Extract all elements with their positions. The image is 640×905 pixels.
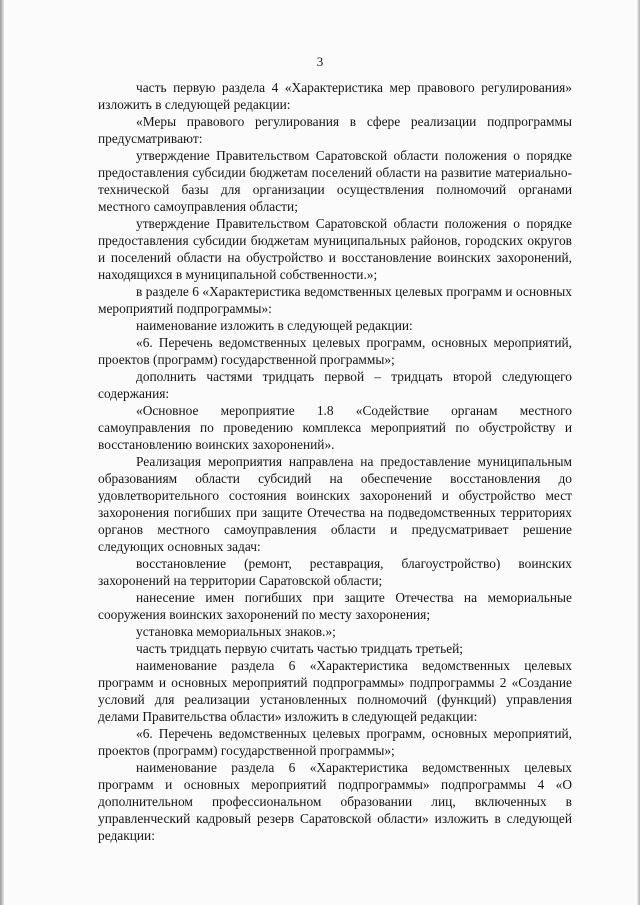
paragraph: наименование изложить в следующей редакции:: [136, 318, 413, 333]
paragraph: утверждение Правительством Саратовской области положения о порядке предоставления субсидии бюджетам поселений области на развитие материально-технической базы для организации осуществления полномочий органами местного самоуправления области;: [98, 148, 572, 214]
body-text: [98, 80, 572, 843]
scan-edge-left: [0, 0, 4, 905]
paragraph: наименование раздела 6 «Характеристика ведомственных целевых программ и основных мероприятий подпрограммы» подпрограммы 2 «Создание условий для реализации установленных полномочий (функций) управления делами Правительства области» изложить в следующей редакции:: [98, 658, 572, 724]
paragraph: «Основное мероприятие 1.8 «Содействие органам местного самоуправления по проведению комплекса мероприятий по обустройству и восстановлению воинских захоронений».: [98, 403, 572, 452]
paragraph: наименование раздела 6 «Характеристика ведомственных целевых программ и основных мероприятий подпрограммы» подпрограммы 4 «О дополнительном профессиональном образовании лиц, включенных в управленческий кадровый резерв Саратовской области» изложить в следующей редакции:: [98, 760, 572, 843]
page-number: 3: [316, 54, 324, 69]
paragraph: Реализация мероприятия направлена на предоставление муниципальным образованиям области субсидий на обеспечение восстановления до удовлетворительного состояния воинских захоронений и обустройство мест захоронения погибших при защите Отечества на подведомственных территориях органов местного самоуправления области и предусматривает решение следующих основных задач:: [98, 454, 572, 554]
paragraph: «6. Перечень ведомственных целевых программ, основных мероприятий, проектов (программ) государственной программы»;: [98, 726, 572, 758]
paragraph: в разделе 6 «Характеристика ведомственных целевых программ и основных мероприятий подпрограммы»:: [98, 284, 572, 316]
paragraph: восстановление (ремонт, реставрация, благоустройство) воинских захоронений на территории Саратовской области;: [98, 556, 572, 588]
paragraph: утверждение Правительством Саратовской области положения о порядке предоставления субсидии бюджетам муниципальных районов, городских округов и поселений области на обустройство и восстановление воинских захоронений, находящихся в муниципальной собственности.»;: [98, 216, 572, 282]
paragraph: часть первую раздела 4 «Характеристика мер правового регулирования» изложить в следующей редакции:: [98, 80, 572, 112]
paragraph: «Меры правового регулирования в сфере реализации подпрограммы предусматривают:: [98, 114, 572, 146]
paragraph: установка мемориальных знаков.»;: [136, 624, 336, 639]
paragraph: «6. Перечень ведомственных целевых программ, основных мероприятий, проектов (программ) государственной программы»;: [98, 335, 572, 367]
paragraph: часть тридцать первую считать частью тридцать третьей;: [136, 641, 464, 656]
paragraph: нанесение имен погибших при защите Отечества на мемориальные сооружения воинских захоронений по месту захоронения;: [98, 590, 572, 622]
paragraph: дополнить частями тридцать первой – тридцать второй следующего содержания:: [98, 369, 572, 401]
